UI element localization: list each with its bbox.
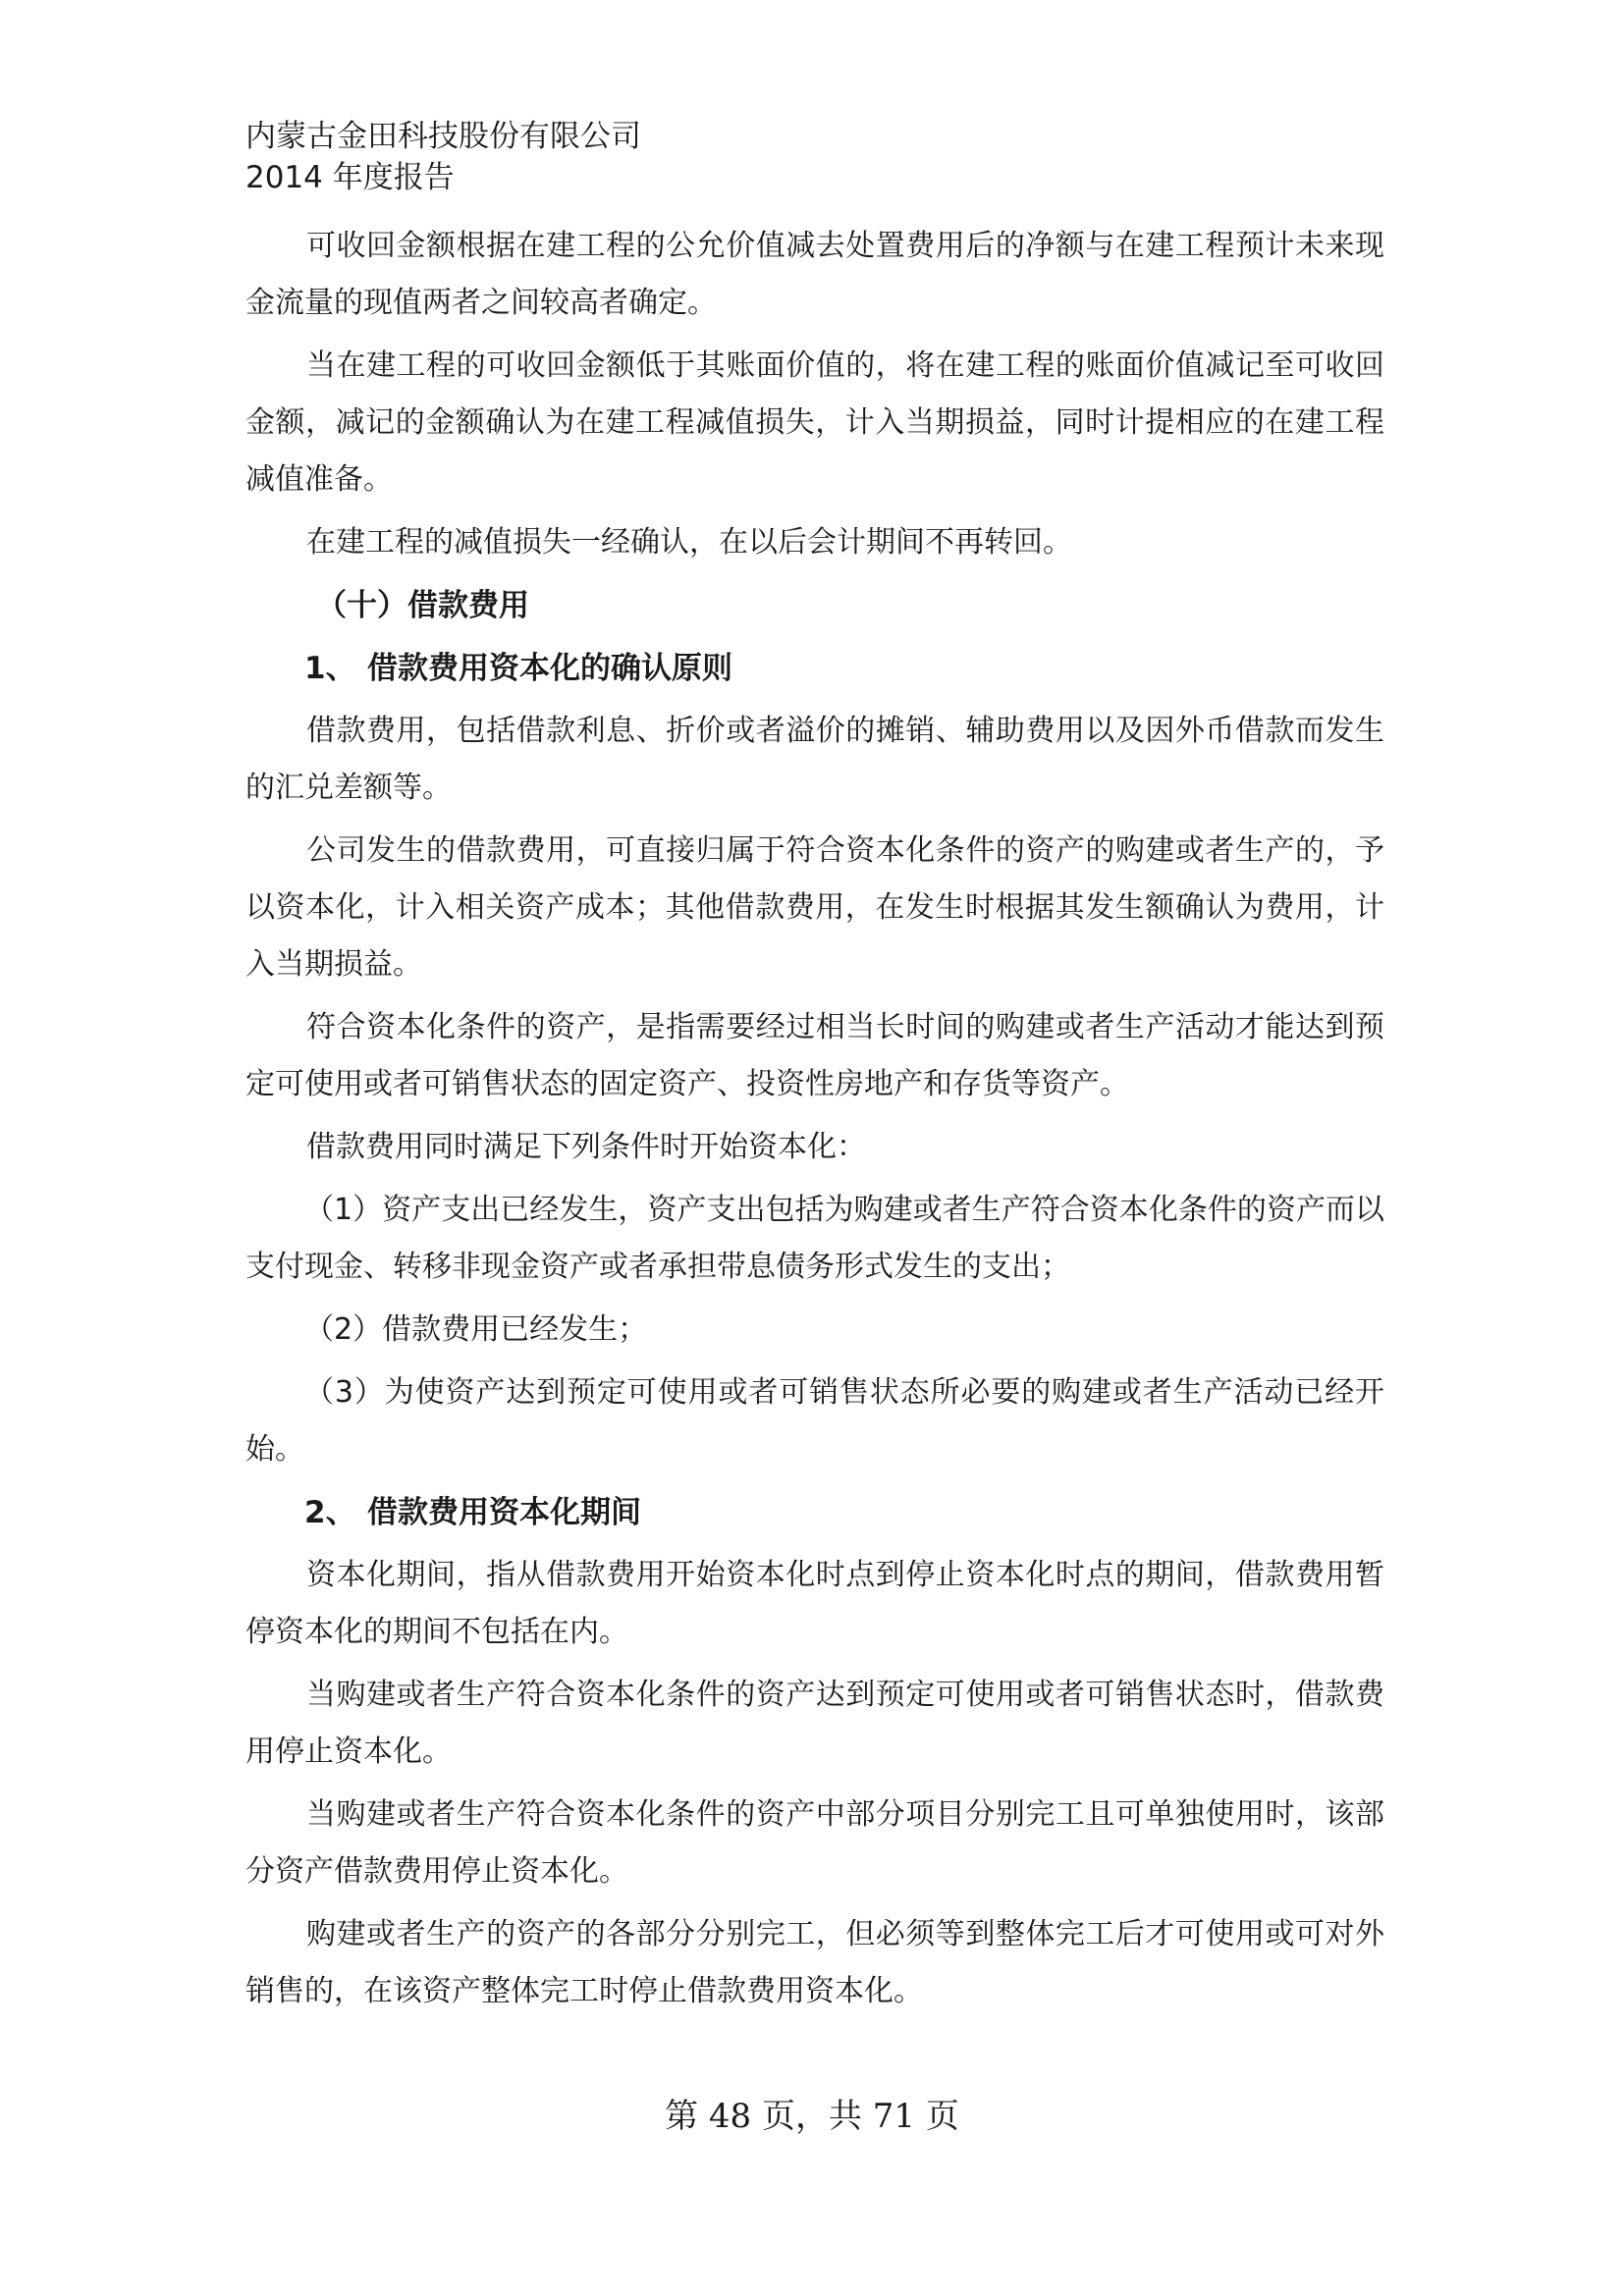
subsection-number: 1、 bbox=[304, 651, 356, 686]
paragraph: 当购建或者生产符合资本化条件的资产达到预定可使用或者可销售状态时，借款费用停止资本化。 bbox=[245, 1678, 1384, 1769]
subsection-number: 2、 bbox=[304, 1495, 356, 1530]
header-company-name: 内蒙古金田科技股份有限公司 bbox=[245, 119, 641, 154]
page-number-footer: 第 48 页，共 71 页 bbox=[665, 2097, 959, 2136]
paragraph: 可收回金额根据在建工程的公允价值减去处置费用后的净额与在建工程预计未来现金流量的现值两者之间较高者确定。 bbox=[245, 229, 1384, 320]
paragraph: 公司发生的借款费用，可直接归属于符合资本化条件的资产的购建或者生产的，予以资本化，计入相关资产成本；其他借款费用，在发生时根据其发生额确认为费用，计入当期损益。 bbox=[245, 833, 1384, 982]
list-item: （3）为使资产达到预定可使用或者可销售状态所必要的购建或者生产活动已经开始。 bbox=[245, 1375, 1384, 1467]
paragraph: 借款费用同时满足下列条件时开始资本化： bbox=[306, 1130, 866, 1164]
paragraph: 资本化期间，指从借款费用开始资本化时点到停止资本化时点的期间，借款费用暂停资本化的期间不包括在内。 bbox=[245, 1558, 1384, 1649]
subsection-heading-1 bbox=[245, 640, 1384, 697]
header-report-title: 2014 年度报告 bbox=[245, 160, 455, 195]
section-heading: （十）借款费用 bbox=[316, 588, 529, 623]
subsection-heading-2 bbox=[245, 1484, 1384, 1541]
paragraph: 购建或者生产的资产的各部分分别完工，但必须等到整体完工后才可使用或可对外销售的，在该资产整体完工时停止借款费用资本化。 bbox=[245, 1917, 1384, 2008]
paragraph: 符合资本化条件的资产，是指需要经过相当长时间的购建或者生产活动才能达到预定可使用或者可销售状态的固定资产、投资性房地产和存货等资产。 bbox=[245, 1010, 1384, 1101]
page-header bbox=[245, 116, 641, 198]
list-item: （2）借款费用已经发生； bbox=[304, 1312, 648, 1347]
subsection-title: 借款费用资本化的确认原则 bbox=[367, 651, 732, 686]
list-item: （1）资产支出已经发生，资产支出包括为购建或者生产符合资本化条件的资产而以支付现金、转移非现金资产或者承担带息债务形式发生的支出； bbox=[245, 1193, 1384, 1284]
document-body bbox=[245, 218, 1384, 2026]
paragraph: 当在建工程的可收回金额低于其账面价值的，将在建工程的账面价值减记至可收回金额，减记的金额确认为在建工程减值损失，计入当期损益，同时计提相应的在建工程减值准备。 bbox=[245, 348, 1384, 497]
paragraph: 在建工程的减值损失一经确认，在以后会计期间不再转回。 bbox=[306, 525, 1072, 560]
paragraph: 借款费用，包括借款利息、折价或者溢价的摊销、辅助费用以及因外币借款而发生的汇兑差额等。 bbox=[245, 714, 1384, 805]
paragraph: 当购建或者生产符合资本化条件的资产中部分项目分别完工且可单独使用时，该部分资产借款费用停止资本化。 bbox=[245, 1797, 1384, 1889]
subsection-title: 借款费用资本化期间 bbox=[367, 1495, 641, 1530]
